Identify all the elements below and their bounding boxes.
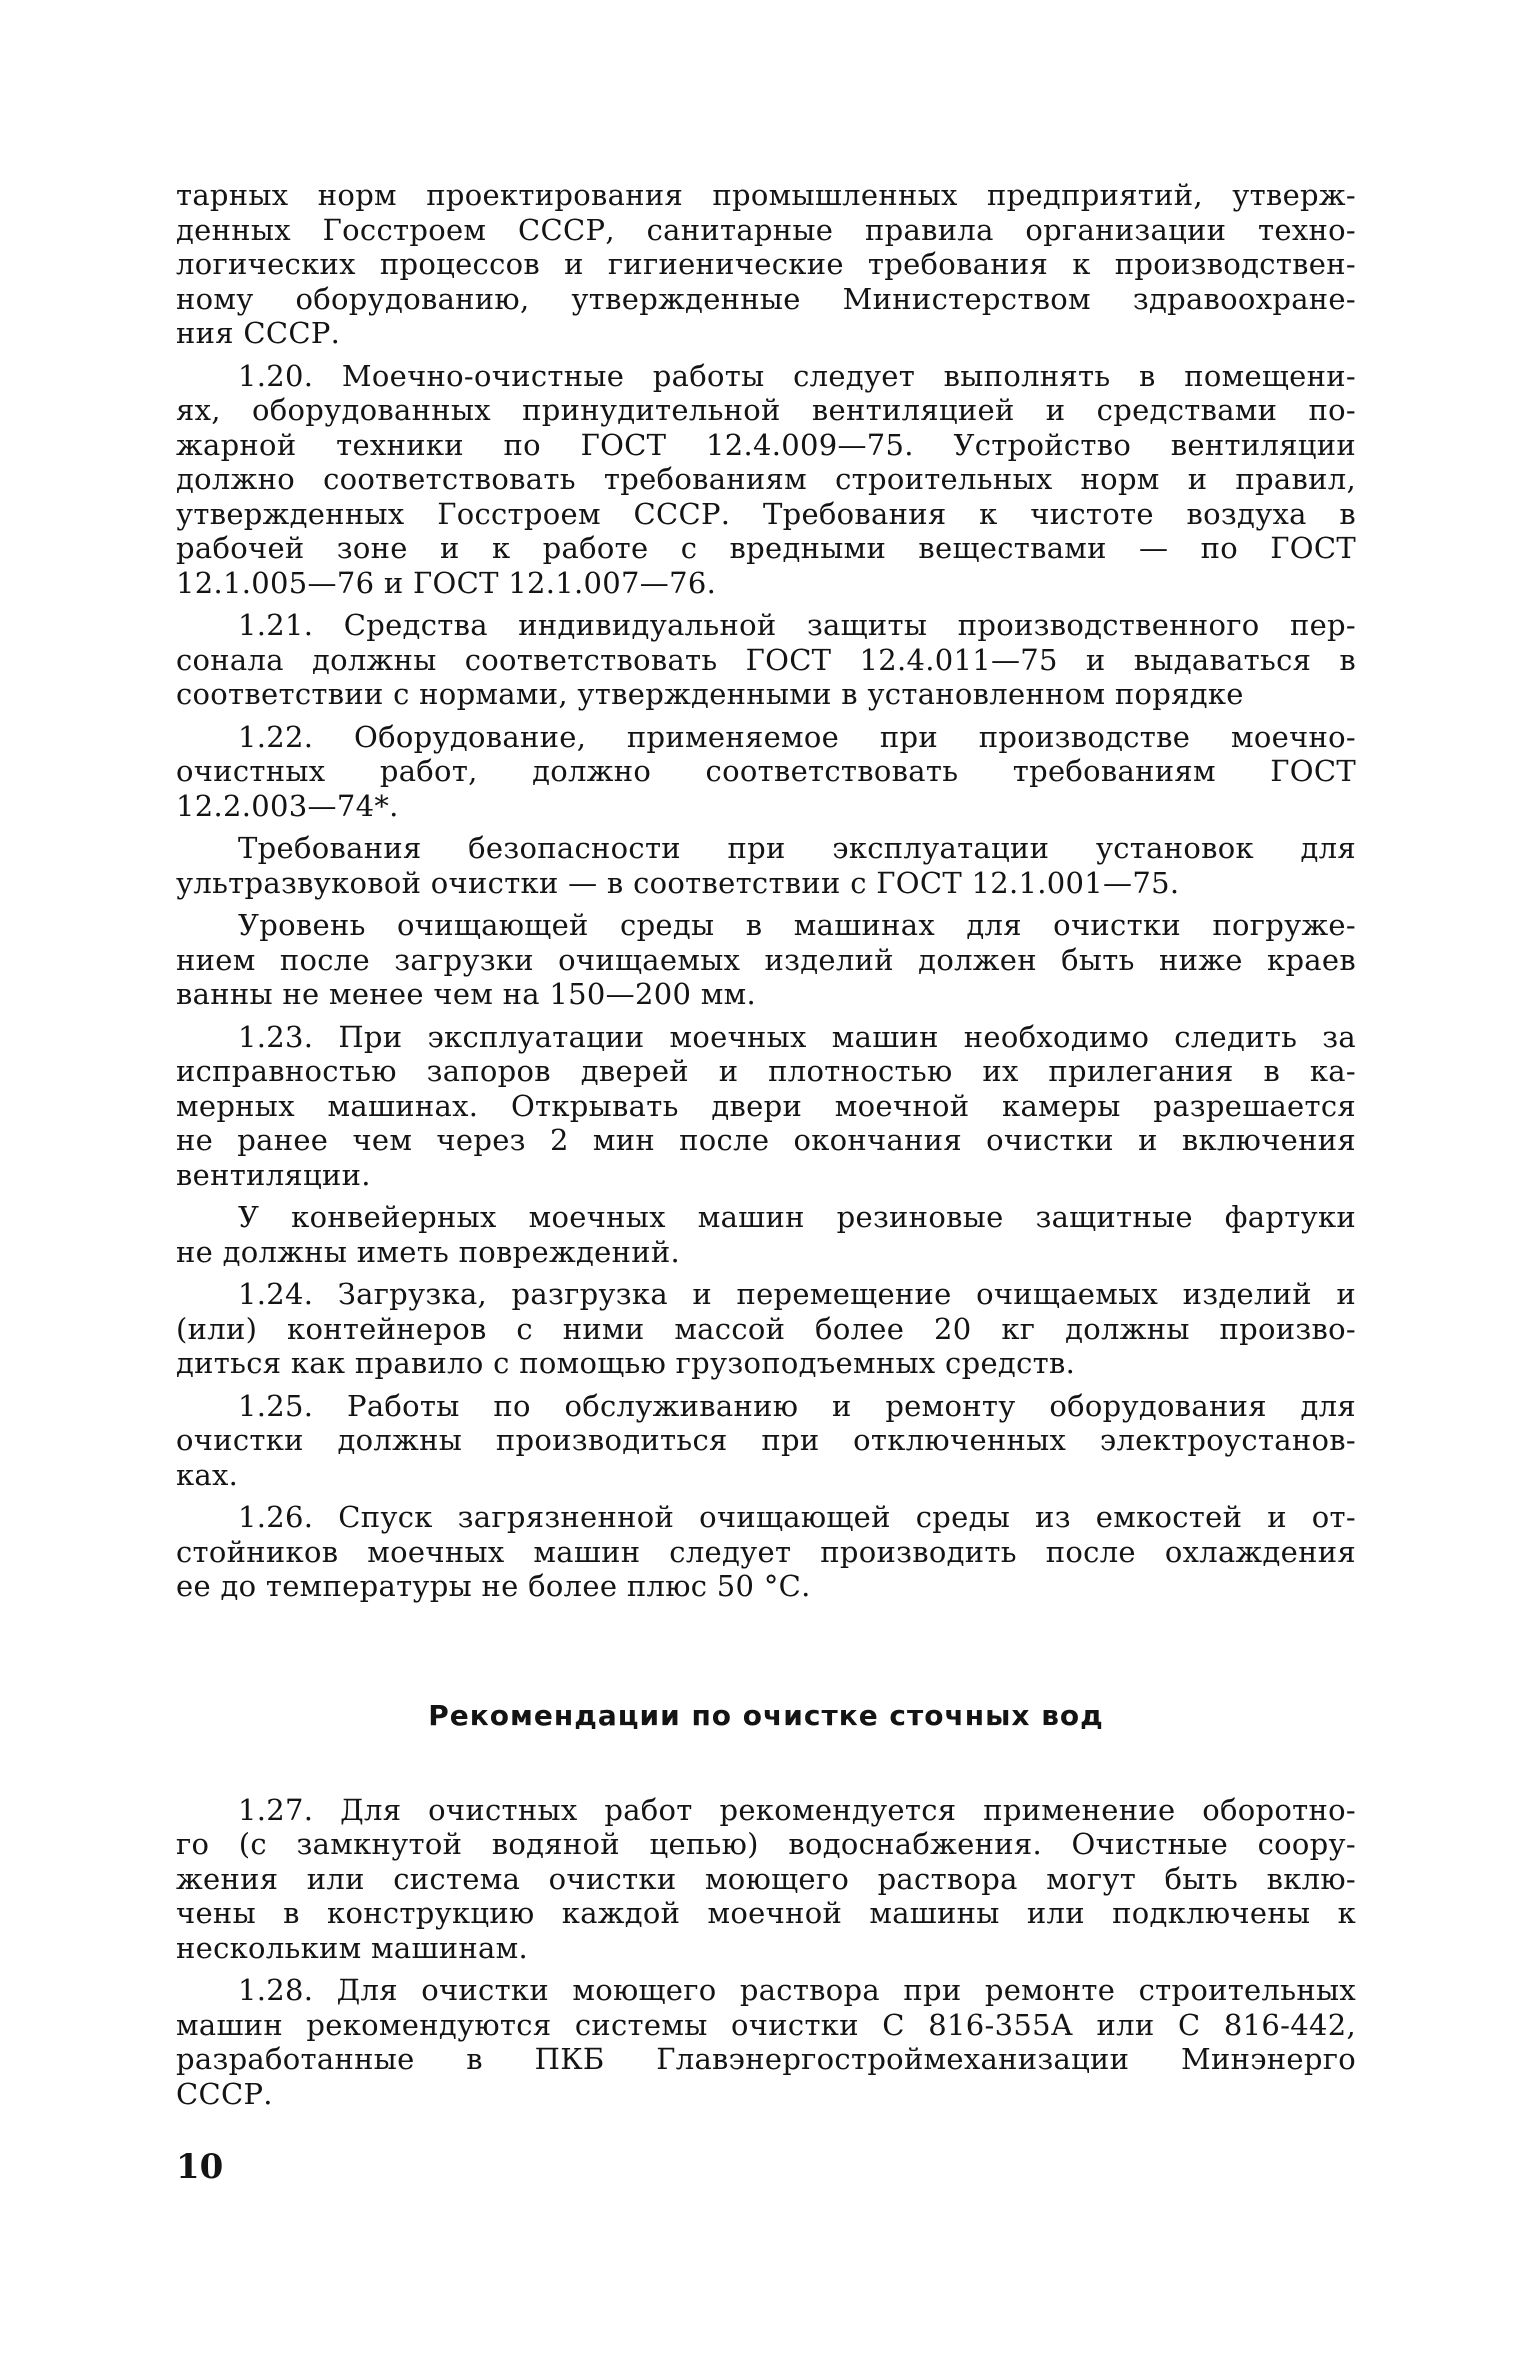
page-number: 10 [176,2147,224,2187]
text-line: 1.27. Для очистных работ рекомендуется применение оборотно- [238,1792,1356,1827]
text-line: очистных работ, должно соответствовать требованиям ГОСТ [176,754,1356,788]
text-line: нескольким машинам. [176,1930,528,1965]
text-line: ния СССР. [176,316,341,350]
text-line: денных Госстроем СССР, санитарные правила организации техно- [176,212,1356,247]
text-line: ультразвуковой очистки — в соответствии с ГОСТ 12.1.001—75. [176,865,1180,900]
text-line: Требования безопасности при эксплуатации установок для [238,831,1356,865]
text-line: СССР. [176,2076,273,2111]
paragraph [176,720,1356,824]
text-line: исправностью запоров дверей и плотностью их прилегания в ка- [176,1054,1356,1088]
text-line: утвержденных Госстроем СССР. Требования к чистоте воздуха в [176,496,1356,531]
paragraph [176,1200,1356,1269]
text-line: Уровень очищающей среды в машинах для очистки погруже- [238,908,1356,942]
text-line: сонала должны соответствовать ГОСТ 12.4.011—75 и выдаваться в [176,642,1356,677]
paragraph [176,908,1356,1012]
text-line: тарных норм проектирования промышленных предприятий, утверж- [176,178,1356,212]
paragraph [176,178,1356,351]
text-line: не ранее чем через 2 мин после окончания очистки и включения [176,1123,1356,1157]
text-line: 1.28. Для очистки моющего раствора при ремонте строительных [238,1973,1356,2007]
paragraph [176,1500,1356,1604]
text-line: 1.21. Средства индивидуальной защиты производственного пер- [238,608,1356,642]
text-line: рабочей зоне и к работе с вредными веществами — по ГОСТ [176,531,1356,565]
text-line: стойников моечных машин следует производить после охлаждения [176,1534,1356,1569]
text-line: чены в конструкцию каждой моечной машины или подключены к [176,1896,1356,1930]
paragraph [176,831,1356,900]
paragraph [176,1389,1356,1493]
text-line: ее до температуры не более плюс 50 °С. [176,1569,811,1603]
text-line: мерных машинах. Открывать двери моечной камеры разрешается [176,1088,1356,1123]
text-line: 1.25. Работы по обслуживанию и ремонту оборудования для [238,1388,1356,1423]
text-line: 1.23. При эксплуатации моечных машин необходимо следить за [238,1019,1356,1054]
paragraph [176,1973,1356,2111]
text-line: разработанные в ПКБ Главэнергостроймеханизации Минэнерго [176,2042,1356,2076]
text-line: 12.1.005—76 и ГОСТ 12.1.007—76. [176,565,717,600]
text-line: го (с замкнутой водяной цепью) водоснабжения. Очистные соору- [176,1827,1356,1861]
text-line: логических процессов и гигиенические требования к производствен- [176,247,1356,281]
paragraph [176,1277,1356,1381]
text-line: ках. [176,1457,239,1492]
section-heading: Рекомендации по очистке сточных вод [428,1698,1104,1732]
paragraph [176,1793,1356,1966]
text-line: 1.24. Загрузка, разгрузка и перемещение очищаемых изделий и [238,1277,1356,1311]
text-line: соответствии с нормами, утвержденными в установленном порядке [176,677,1244,711]
text-line: У конвейерных моечных машин резиновые защитные фартуки [238,1200,1356,1234]
text-line: ному оборудованию, утвержденные Министерством здравоохране- [176,281,1356,316]
document-body [176,178,1356,2187]
text-line: 1.26. Спуск загрязненной очищающей среды из емкостей и от- [238,1500,1356,1534]
text-line: очистки должны производиться при отключенных электроустанов- [176,1423,1356,1457]
text-line: 12.2.003—74*. [176,788,399,823]
text-line: 1.20. Моечно-очистные работы следует выполнять в помещени- [238,358,1356,393]
text-line: ванны не менее чем на 150—200 мм. [176,977,756,1011]
text-line: диться как правило с помощью грузоподъемных средств. [176,1346,1076,1380]
text-line: вентиляции. [176,1157,371,1192]
paragraph [176,359,1356,601]
text-line: (или) контейнеров с ними массой более 20 кг должны произво- [176,1311,1356,1346]
paragraph [176,608,1356,712]
text-line: жарной техники по ГОСТ 12.4.009—75. Устройство вентиляции [176,427,1356,462]
text-line: ях, оборудованных принудительной вентиляцией и средствами по- [176,393,1356,427]
section-wastewater [176,1793,1356,2112]
text-line: нием после загрузки очищаемых изделий должен быть ниже краев [176,942,1356,977]
text-line: машин рекомендуются системы очистки С 816-355А или С 816-442, [176,2007,1356,2042]
text-line: не должны иметь повреждений. [176,1234,680,1269]
text-line: 1.22. Оборудование, применяемое при производстве моечно- [238,719,1356,754]
section-safety [176,178,1356,1604]
text-line: должно соответствовать требованиям строительных норм и правил, [176,462,1356,496]
text-line: жения или система очистки моющего раствора могут быть вклю- [176,1861,1356,1896]
paragraph [176,1020,1356,1193]
